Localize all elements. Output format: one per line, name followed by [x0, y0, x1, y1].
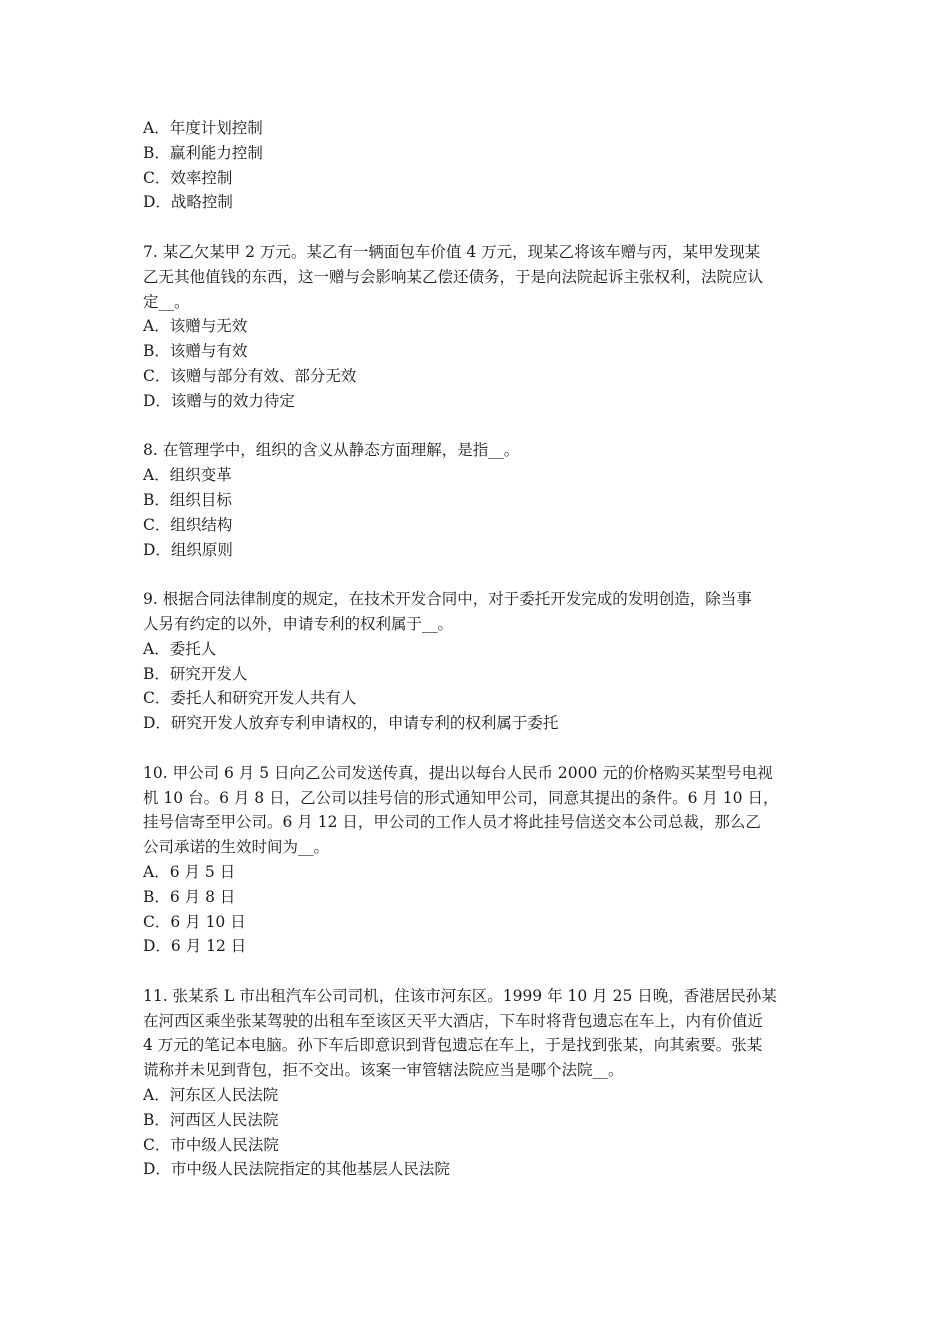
question-8	[143, 438, 809, 562]
option-line: C．市中级人民法院	[143, 1135, 279, 1154]
question-stem-line: 8. 在管理学中，组织的含义从静态方面理解，是指__。	[143, 441, 520, 460]
question-9	[143, 587, 809, 736]
option-line: C．6 月 10 日	[143, 912, 246, 931]
option-line: D．市中级人民法院指定的其他基层人民法院	[143, 1160, 450, 1179]
option-line: C．该赠与部分有效、部分无效	[143, 366, 357, 385]
question-stem-line: 7. 某乙欠某甲 2 万元。某乙有一辆面包车价值 4 万元，现某乙将该车赠与丙，某甲发现某	[143, 242, 761, 261]
question-stem-line: 机 10 台。6 月 8 日，乙公司以挂号信的形式通知甲公司，同意其提出的条件。6 月 10 日，	[143, 788, 779, 807]
question-7	[143, 240, 809, 414]
option-line: B．6 月 8 日	[143, 887, 236, 906]
option-line: B．该赠与有效	[143, 342, 248, 361]
question-stem-line: 谎称并未见到背包，拒不交出。该案一审管辖法院应当是哪个法院__。	[143, 1061, 624, 1080]
option-line: A．6 月 5 日	[143, 862, 236, 881]
previous-question-options	[143, 116, 809, 215]
question-stem-line: 在河西区乘坐张某驾驶的出租车至该区天平大酒店，下车时将背包遗忘在车上，内有价值近	[143, 1011, 764, 1030]
option-line: A．年度计划控制	[143, 119, 263, 137]
option-line: B．研究开发人	[143, 664, 248, 683]
question-stem-line: 人另有约定的以外，申请专利的权利属于__。	[143, 614, 454, 633]
option-line: B．河西区人民法院	[143, 1110, 279, 1129]
option-line: D．战略控制	[143, 193, 233, 212]
question-stem-line: 定__。	[143, 292, 190, 311]
option-line: B．赢利能力控制	[143, 143, 263, 162]
option-line: D．该赠与的效力待定	[143, 391, 295, 410]
question-stem-line: 公司承诺的生效时间为__。	[143, 838, 330, 857]
document-page	[143, 116, 809, 1182]
question-stem-line: 10. 甲公司 6 月 5 日向乙公司发送传真，提出以每台人民币 2000 元的价格购买某型号电视	[143, 763, 773, 782]
option-line: D．6 月 12 日	[143, 937, 247, 956]
question-stem-line: 11. 张某系 L 市出租汽车公司司机，住该市河东区。1999 年 10 月 25 日晚，香港居民孙某	[143, 986, 777, 1005]
question-stem-line: 9. 根据合同法律制度的规定，在技术开发合同中，对于委托开发完成的发明创造，除当事	[143, 590, 752, 609]
option-line: A．委托人	[143, 639, 217, 658]
option-line: C．组织结构	[143, 515, 233, 534]
option-line: D．研究开发人放弃专利申请权的，申请专利的权利属于委托	[143, 714, 559, 733]
option-line: C．效率控制	[143, 168, 233, 187]
option-line: B．组织目标	[143, 490, 232, 509]
option-line: C．委托人和研究开发人共有人	[143, 689, 357, 708]
option-line: A．该赠与无效	[143, 317, 248, 336]
question-11	[143, 984, 809, 1182]
option-line: A．组织变革	[143, 466, 232, 485]
question-stem-line: 挂号信寄至甲公司。6 月 12 日，甲公司的工作人员才将此挂号信送交本公司总裁，那么乙	[143, 813, 761, 832]
question-10	[143, 761, 809, 959]
option-line: A．河东区人民法院	[143, 1086, 279, 1105]
question-stem-line: 4 万元的笔记本电脑。孙下车后即意识到背包遗忘在车上，于是找到张某，向其索要。张某	[143, 1036, 763, 1055]
question-stem-line: 乙无其他值钱的东西，这一赠与会影响某乙偿还债务，于是向法院起诉主张权利，法院应认	[143, 267, 764, 286]
option-line: D．组织原则	[143, 540, 233, 559]
